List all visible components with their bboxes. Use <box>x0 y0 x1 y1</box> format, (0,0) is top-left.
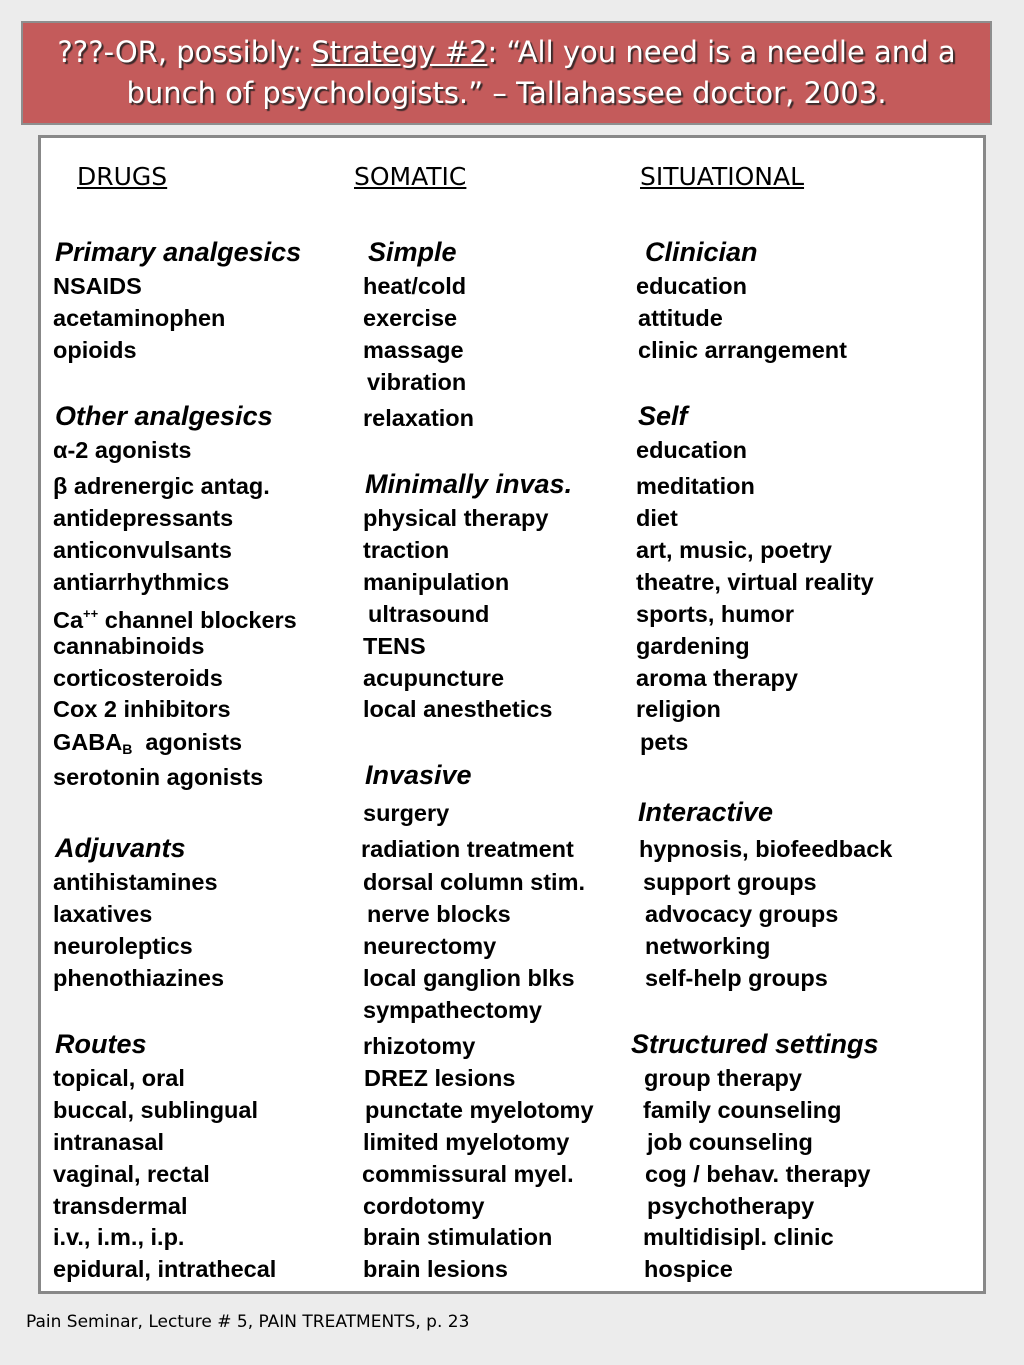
list-item: multidisipl. clinic <box>643 1224 834 1250</box>
list-item: anticonvulsants <box>53 537 232 563</box>
list-item: vibration <box>367 369 467 395</box>
beta-symbol: β <box>53 473 68 499</box>
list-item: family counseling <box>643 1097 842 1123</box>
section-interactive: Interactive <box>638 797 774 827</box>
list-item: vaginal, rectal <box>53 1161 210 1187</box>
list-item: networking <box>645 933 771 959</box>
list-item: religion <box>636 696 721 722</box>
list-item: sports, humor <box>636 601 794 627</box>
list-item: antiarrhythmics <box>53 569 230 595</box>
list-item: nerve blocks <box>367 901 511 927</box>
list-item: traction <box>363 537 450 563</box>
list-item: NSAIDS <box>53 273 142 299</box>
list-item: psychotherapy <box>647 1193 815 1219</box>
list-item: hypnosis, biofeedback <box>639 836 893 862</box>
list-item: hospice <box>644 1256 733 1282</box>
list-item: $GABA_B$ agonists <box>53 729 243 757</box>
list-item: cannabinoids <box>53 633 205 659</box>
section-other-analgesics: Other analgesics <box>55 401 273 431</box>
section-routes: Routes <box>55 1029 147 1059</box>
list-item: group therapy <box>644 1065 802 1091</box>
section-simple: Simple <box>368 237 457 267</box>
list-item: intranasal <box>53 1129 165 1155</box>
header-situational: SITUATIONAL <box>640 162 805 191</box>
slide-title <box>21 21 992 125</box>
section-primary-analgesics: Primary analgesics <box>55 237 302 267</box>
list-item: antidepressants <box>53 505 234 531</box>
alpha-symbol: α <box>53 437 68 463</box>
list-item: job counseling <box>647 1129 813 1155</box>
list-item: α-2 agonists <box>53 437 192 463</box>
list-item: neurectomy <box>363 933 497 959</box>
list-item: manipulation <box>363 569 510 595</box>
list-item: surgery <box>363 800 450 826</box>
list-item: relaxation <box>363 405 475 431</box>
title-quote: : “All you need is a needle and a bunch of psychologists.” – Tallahassee doctor, 2003. <box>126 35 956 110</box>
list-item: radiation treatment <box>361 836 574 862</box>
list-item: phenothiazines <box>53 965 225 991</box>
list-item: epidural, intrathecal <box>53 1256 277 1282</box>
list-item: TENS <box>363 633 426 659</box>
list-item: laxatives <box>53 901 153 927</box>
section-clinician: Clinician <box>645 237 758 267</box>
list-item: commissural myel. <box>362 1161 574 1187</box>
list-item: theatre, virtual reality <box>636 569 874 595</box>
list-item: rhizotomy <box>363 1033 476 1059</box>
list-item: DREZ lesions <box>364 1065 516 1091</box>
list-item: art, music, poetry <box>636 537 832 563</box>
list-item: i.v., i.m., i.p. <box>53 1224 185 1250</box>
list-item: dorsal column stim. <box>363 869 585 895</box>
title-strategy: Strategy #2 <box>311 35 488 69</box>
title-prefix: ???-OR, possibly: <box>57 35 312 69</box>
header-drugs: DRUGS <box>77 162 168 191</box>
list-item: opioids <box>53 337 137 363</box>
list-item: education <box>636 273 747 299</box>
footer-caption: Pain Seminar, Lecture # 5, PAIN TREATMENTS, p. 23 <box>26 1312 470 1332</box>
list-item: exercise <box>363 305 458 331</box>
list-item: aroma therapy <box>636 665 798 691</box>
list-item: sympathectomy <box>363 997 542 1023</box>
list-item: physical therapy <box>363 505 549 531</box>
list-item: brain lesions <box>363 1256 508 1282</box>
list-item: β adrenergic antag. <box>53 473 270 499</box>
list-item: pets <box>640 729 689 755</box>
section-adjuvants: Adjuvants <box>55 833 186 863</box>
list-item: acupuncture <box>363 665 505 691</box>
list-item: education <box>636 437 747 463</box>
list-item: serotonin agonists <box>53 764 264 790</box>
list-item: Cox 2 inhibitors <box>53 696 231 722</box>
list-item: self-help groups <box>645 965 828 991</box>
section-self: Self <box>638 401 688 431</box>
list-item: advocacy groups <box>645 901 839 927</box>
list-item: transdermal <box>53 1193 188 1219</box>
list-item: massage <box>363 337 464 363</box>
section-invasive: Invasive <box>365 760 472 790</box>
list-item: topical, oral <box>53 1065 185 1091</box>
list-item: gardening <box>636 633 750 659</box>
list-item: heat/cold <box>363 273 467 299</box>
list-item: brain stimulation <box>363 1224 553 1250</box>
list-item: neuroleptics <box>53 933 193 959</box>
header-somatic: SOMATIC <box>354 162 467 191</box>
section-minimally-invasive: Minimally invas. <box>365 469 573 499</box>
list-item: support groups <box>643 869 817 895</box>
list-item: ultrasound <box>368 601 490 627</box>
list-item: cog / behav. therapy <box>645 1161 871 1187</box>
list-item: limited myelotomy <box>363 1129 570 1155</box>
list-item: cordotomy <box>363 1193 485 1219</box>
list-item: local anesthetics <box>363 696 553 722</box>
list-item: acetaminophen <box>53 305 226 331</box>
section-structured-settings: Structured settings <box>631 1029 879 1059</box>
list-item: clinic arrangement <box>638 337 847 363</box>
list-item: attitude <box>638 305 723 331</box>
list-item: local ganglion blks <box>363 965 575 991</box>
list-item: Ca++ channel blockers <box>53 606 297 633</box>
list-item: punctate myelotomy <box>365 1097 594 1123</box>
list-item: buccal, sublingual <box>53 1097 259 1123</box>
list-item: diet <box>636 505 678 531</box>
list-item: antihistamines <box>53 869 218 895</box>
list-item: corticosteroids <box>53 665 223 691</box>
list-item: meditation <box>636 473 755 499</box>
